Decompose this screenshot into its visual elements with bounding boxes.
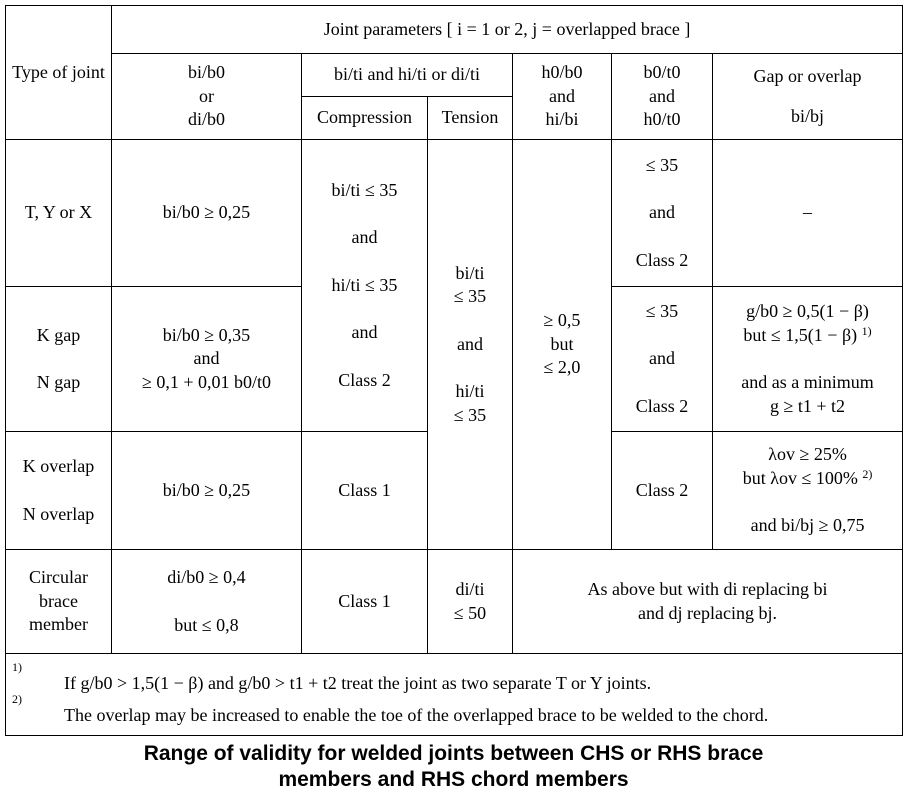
- h0b0-line1: ≥ 0,5: [543, 310, 581, 331]
- caption-line2: members and RHS chord members: [278, 768, 629, 791]
- footnote-1: [6, 660, 902, 692]
- footnote-ref-1: 1): [861, 323, 872, 338]
- type-circular: [6, 550, 112, 654]
- ratio-circular-line1: di/b0 ≥ 0,4: [167, 567, 246, 587]
- header-gap-line1: Gap or overlap: [753, 66, 862, 86]
- footnotes: [6, 654, 903, 736]
- tension-line1: bi/ti: [455, 262, 485, 283]
- gap-kover-line2: [715, 467, 900, 491]
- header-tension: Tension: [428, 97, 513, 140]
- tension-merged: [428, 140, 513, 550]
- compression-tyx-kgap: [302, 140, 428, 432]
- as-above-line1: As above but with di replacing bi: [587, 579, 828, 599]
- b0t0-kgap: [612, 287, 713, 432]
- footnote-ref-2: 2): [862, 466, 873, 481]
- compression-line4: and: [351, 322, 378, 343]
- header-b0-t0-line3: h0/t0: [643, 109, 681, 130]
- validity-table-document: [5, 5, 902, 741]
- ratio-kgap-line1: bi/b0 ≥ 0,35: [162, 324, 251, 345]
- type-kover-line2: N overlap: [22, 503, 95, 524]
- gap-kgap-line4: g ≥ t1 + t2: [770, 395, 846, 416]
- type-kgap-line1: K gap: [36, 324, 81, 345]
- ratio-kgap-line3: ≥ 0,1 + 0,01 b0/t0: [141, 371, 272, 392]
- gap-kgap-line2: [715, 324, 900, 348]
- header-h0-b0-and: and: [549, 85, 575, 106]
- gap-kgap: [713, 287, 903, 432]
- validity-table: [5, 5, 903, 736]
- type-circular-line3: member: [29, 614, 88, 635]
- type-kgap: [6, 287, 112, 432]
- type-kover-line1: K overlap: [22, 456, 95, 476]
- table-caption: [0, 741, 907, 793]
- ratio-kgap: [112, 287, 302, 432]
- type-tyx: T, Y or X: [6, 140, 112, 287]
- b0t0-tyx-line2: and: [649, 202, 675, 223]
- ratio-kover: bi/b0 ≥ 0,25: [112, 432, 302, 550]
- tension-line2: ≤ 35: [453, 286, 487, 307]
- gap-kgap-line2-text: but ≤ 1,5(1 − β): [743, 324, 858, 345]
- b0t0-tyx: [612, 140, 713, 287]
- header-bi-b0: [112, 54, 302, 140]
- ratio-circular: [112, 550, 302, 654]
- header-bi-b0-line1: bi/b0: [187, 62, 225, 83]
- ratio-tyx: bi/b0 ≥ 0,25: [112, 140, 302, 287]
- header-gap-line2: bi/bj: [791, 105, 825, 126]
- ratio-kgap-line2: and: [193, 348, 220, 369]
- as-above-circular: [513, 550, 903, 654]
- type-kover: [6, 432, 112, 550]
- header-gap-or-overlap: [713, 54, 903, 140]
- header-type-of-joint: Type of joint: [6, 6, 112, 140]
- compression-line5: Class 2: [338, 369, 391, 390]
- b0t0-kgap-line1: ≤ 35: [645, 300, 679, 321]
- footnote-1-text: If g/b0 > 1,5(1 − β) and g/b0 > t1 + t2 treat the joint as two separate T or Y joints.: [64, 673, 652, 693]
- header-b0-t0-line1: b0/t0: [643, 62, 681, 83]
- tension-circular: [428, 550, 513, 654]
- header-h0-b0-line1: h0/b0: [541, 62, 583, 83]
- header-b0-t0: [612, 54, 713, 140]
- header-bi-b0-line3: di/b0: [187, 109, 225, 130]
- header-h0-b0: [513, 54, 612, 140]
- header-compression: Compression: [302, 97, 428, 140]
- type-circular-line2: brace: [39, 590, 78, 611]
- ratio-circular-line2: but ≤ 0,8: [174, 614, 239, 635]
- compression-circular: Class 1: [302, 550, 428, 654]
- header-bi-b0-or: or: [199, 85, 214, 106]
- footnote-1-mark: 1): [12, 660, 22, 674]
- type-circular-line1: Circular: [29, 567, 88, 588]
- b0t0-tyx-line3: Class 2: [635, 249, 689, 270]
- gap-kover-line2-text: but λov ≤ 100%: [742, 467, 858, 488]
- compression-line3: hi/ti ≤ 35: [331, 274, 398, 295]
- header-joint-parameters: Joint parameters [ i = 1 or 2, j = overlapped brace ]: [112, 6, 903, 54]
- footnote-2-mark: 2): [12, 692, 22, 706]
- b0t0-tyx-line1: ≤ 35: [645, 154, 679, 175]
- b0t0-kgap-line3: Class 2: [635, 395, 689, 416]
- h0b0-merged: [513, 140, 612, 550]
- header-slenderness-group: bi/ti and hi/ti or di/ti: [302, 54, 513, 97]
- gap-tyx: –: [713, 140, 903, 287]
- footnote-2: [6, 692, 902, 724]
- tension-circular-line2: ≤ 50: [453, 602, 487, 623]
- compression-kover: Class 1: [302, 432, 428, 550]
- gap-kover-line3: and bi/bj ≥ 0,75: [750, 515, 865, 536]
- h0b0-line3: ≤ 2,0: [543, 357, 581, 378]
- gap-kgap-line1: g/b0 ≥ 0,5(1 − β): [746, 301, 869, 321]
- b0t0-kgap-line2: and: [649, 348, 675, 369]
- h0b0-line2: but: [550, 333, 574, 354]
- tension-line3: and: [457, 333, 483, 354]
- header-h0-b0-line3: hi/bi: [545, 109, 579, 130]
- compression-line2: and: [351, 227, 378, 248]
- gap-kover: [713, 432, 903, 550]
- compression-line1: bi/ti ≤ 35: [331, 179, 398, 200]
- tension-circular-line1: di/ti: [455, 579, 485, 599]
- caption-line1: Range of validity for welded joints between CHS or RHS brace: [143, 742, 764, 765]
- gap-kover-line1: λov ≥ 25%: [768, 444, 847, 465]
- tension-line5: ≤ 35: [453, 404, 487, 425]
- header-b0-t0-and: and: [649, 85, 675, 106]
- tension-line4: hi/ti: [455, 381, 485, 402]
- footnote-2-text: The overlap may be increased to enable the toe of the overlapped brace to be welded to the chord.: [64, 705, 769, 725]
- type-kgap-line2: N gap: [36, 372, 81, 392]
- b0t0-kover: Class 2: [612, 432, 713, 550]
- as-above-line2: and dj replacing bj.: [638, 602, 777, 623]
- gap-kgap-line3: and as a minimum: [741, 372, 874, 392]
